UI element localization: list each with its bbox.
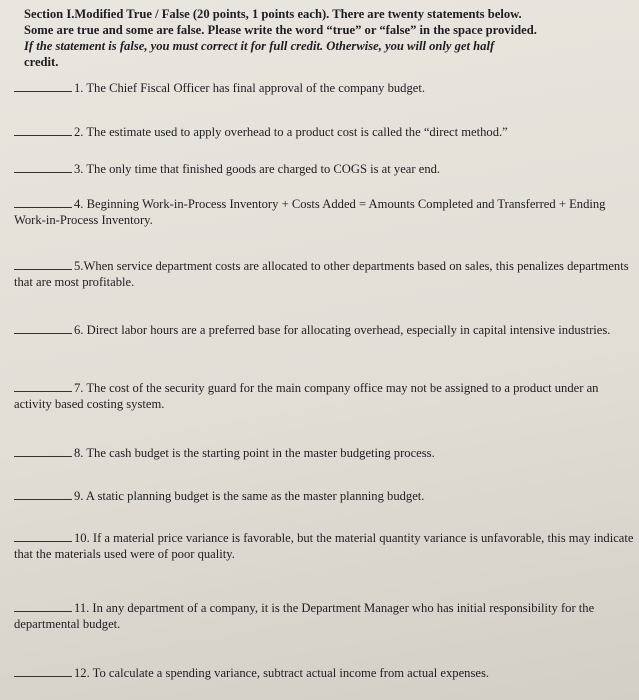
question-2 [14, 124, 634, 140]
question-text: 8. The cash budget is the starting point in the master budgeting process. [74, 446, 435, 460]
section-instructions [24, 6, 628, 70]
question-12 [14, 665, 634, 681]
question-text: 10. If a material price variance is favorable, but the material quantity variance is unfavorable, this may indicate that the materials used were of poor quality. [14, 531, 634, 561]
question-9 [14, 488, 634, 504]
question-text: 5.When service department costs are allocated to other departments based on sales, this penalizes departments that are most profitable. [14, 259, 629, 289]
answer-blank[interactable] [14, 259, 72, 270]
question-11 [14, 600, 634, 632]
answer-blank[interactable] [14, 446, 72, 457]
question-7 [14, 380, 634, 412]
answer-blank[interactable] [14, 489, 72, 500]
question-text: 3. The only time that finished goods are charged to COGS is at year end. [74, 162, 441, 176]
question-10 [14, 530, 634, 562]
answer-blank[interactable] [14, 666, 72, 677]
answer-blank[interactable] [14, 531, 72, 542]
answer-blank[interactable] [14, 162, 72, 173]
question-5 [14, 258, 634, 290]
question-1 [14, 80, 634, 96]
question-6 [14, 322, 634, 338]
question-text: 12. To calculate a spending variance, subtract actual income from actual expenses. [74, 666, 490, 680]
question-text: 2. The estimate used to apply overhead to a product cost is called the “direct method.” [74, 125, 508, 139]
question-text: 7. The cost of the security guard for the main company office may not be assigned to a product under an activity based costing system. [14, 381, 599, 411]
question-text: 9. A static planning budget is the same as the master planning budget. [74, 489, 425, 503]
question-text: 1. The Chief Fiscal Officer has final approval of the company budget. [74, 81, 426, 95]
section-heading: Section I.Modified True / False (20 points, 1 points each). There are twenty statements below. [24, 7, 522, 21]
question-text: 6. Direct labor hours are a preferred base for allocating overhead, especially in capital intensive industries. [74, 323, 611, 337]
answer-blank[interactable] [14, 125, 72, 136]
question-text: 11. In any department of a company, it is the Department Manager who has initial responsibility for the departmental budget. [14, 601, 595, 631]
question-4 [14, 196, 634, 228]
answer-blank[interactable] [14, 323, 72, 334]
answer-blank[interactable] [14, 81, 72, 92]
answer-blank[interactable] [14, 197, 72, 208]
answer-blank[interactable] [14, 381, 72, 392]
question-8 [14, 445, 634, 461]
answer-blank[interactable] [14, 601, 72, 612]
instruction-line-2: Some are true and some are false. Please write the word “true” or “false” in the space provided. [24, 23, 537, 37]
question-text: 4. Beginning Work-in-Process Inventory + Costs Added = Amounts Completed and Transferred + Ending Work-in-Process Inventory. [14, 197, 606, 227]
instruction-line-4: credit. [24, 55, 59, 69]
instruction-line-3: If the statement is false, you must correct it for full credit. Otherwise, you will only get half [24, 39, 495, 53]
question-3 [14, 161, 634, 177]
